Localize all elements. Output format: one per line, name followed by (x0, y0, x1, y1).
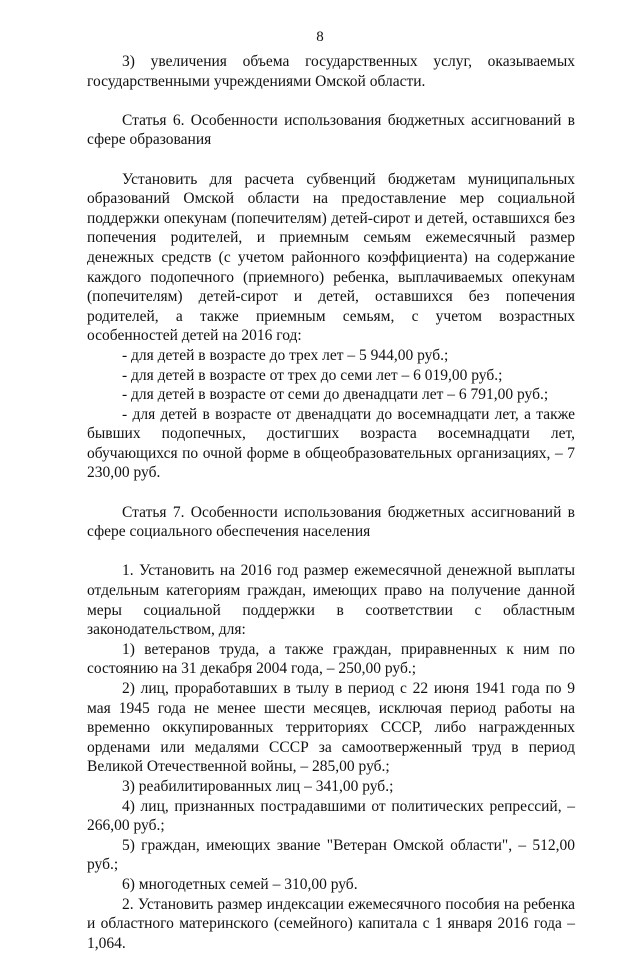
intro-item: 3) увеличения объема государственных услуг, оказываемых государственными учреждениями Омской области. (87, 53, 575, 90)
list-item: - для детей в возрасте до трех лет – 5 944,00 руб.; (122, 346, 449, 364)
list-item: 2) лиц, проработавших в тылу в период с 22 июня 1941 года по 9 мая 1945 года не менее шести месяцев, исключая период работы на временно оккупированных территориях СССР, либо награжденных орденами или медалями СССР за самоотверженный труд в период Великой Отечественной войны, – 285,00 руб.; (87, 680, 575, 776)
list-item: 4) лиц, признанных пострадавшими от политических репрессий, – 266,00 руб.; (87, 797, 575, 835)
article-7-paragraph-1: 1. Установить на 2016 год размер ежемесячной денежной выплаты отдельным категориям граждан, имеющих право на получение данной меры социальной поддержки в соответствии с областным законодательством, для: (87, 562, 575, 639)
list-item: - для детей в возрасте от семи до двенадцати лет – 6 791,00 руб.; (122, 386, 549, 404)
document-body (87, 52, 575, 953)
article-7-title: Статья 7. Особенности использования бюджетных ассигнований в сфере социального обеспечения населения (87, 503, 575, 541)
list-item: 3) реабилитированных лиц – 341,00 руб.; (122, 777, 394, 795)
page-number: 8 (316, 29, 324, 45)
article-7-paragraph-2: 2. Установить размер индексации ежемесячного пособия на ребенка и областного материнского (семейного) капитала с 1 января 2016 года – 1,064. (87, 895, 575, 952)
list-item: 5) граждан, имеющих звание "Ветеран Омской области", – 512,00 руб.; (87, 836, 575, 874)
list-item: 1) ветеранов труда, а также граждан, приравненных к ним по состоянию на 31 декабря 2004 года, – 250,00 руб.; (87, 640, 575, 678)
list-item: 6) многодетных семей – 310,00 руб. (122, 875, 358, 893)
article-6-text: Установить для расчета субвенций бюджетам муниципальных образований Омской области на предоставление мер социальной поддержки опекунам (попечителям) детей-сирот и детей, оставшихся без попечения родителей, и приемным семьям ежемесячный размер денежных средств (с учетом районного коэффициента) на содержание каждого подопечного (приемного) ребенка, выплачиваемых опекунам (попечителям) детей-сирот и детей, оставшихся без попечения родителей, а также приемным семьям, с учетом возрастных особенностей детей на 2016 год: (87, 170, 575, 345)
list-item: - для детей в возрасте от трех до семи лет – 6 019,00 руб.; (122, 366, 503, 384)
article-6-title: Статья 6. Особенности использования бюджетных ассигнований в сфере образования (87, 111, 575, 149)
list-item: - для детей в возрасте от двенадцати до восемнадцати лет, а также бывших подопечных, достигших возраста восемнадцати лет, обучающихся по очной форме в общеобразовательных организациях, – 7 230,00 руб. (87, 405, 575, 482)
